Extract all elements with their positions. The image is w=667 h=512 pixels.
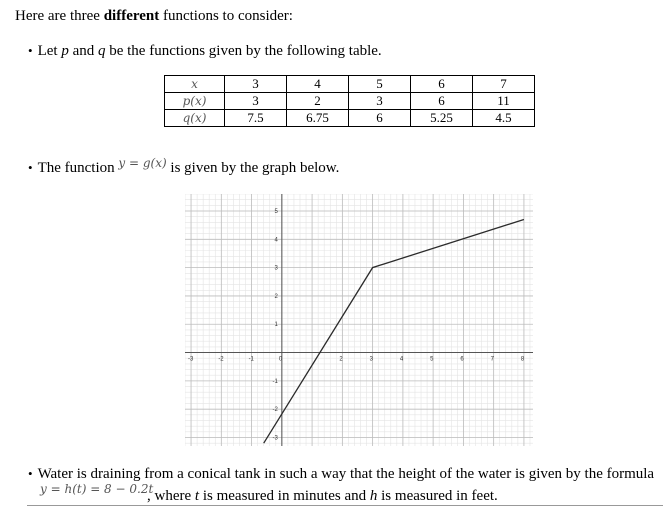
x-tick-label: 7 [490,356,495,363]
y-tick-label: -3 [272,435,278,442]
var-h: h [369,488,378,504]
x-tick-label: -3 [188,356,194,363]
graph-g [185,194,533,446]
table-cell: 5.25 [411,110,473,127]
table-cell: 6 [411,76,473,93]
table-cell: 3 [225,76,287,93]
bullet-dot: • [28,43,33,58]
x-tick-label: 5 [430,356,434,363]
table-cell: 6 [411,93,473,110]
var-q: q [97,43,106,59]
intro-emphasis: different [103,8,160,24]
table-cell: 3 [225,93,287,110]
table-cell: 6 [349,110,411,127]
table-cell: 11 [473,93,535,110]
y-tick-label: 5 [274,208,278,215]
table-row-q [165,110,535,127]
table-cell: 4.5 [473,110,535,127]
table-cell: 2 [287,93,349,110]
bullet-h: • Water is draining from a conical tank in such a way that the height of the water is given by the formula [28,466,655,482]
var-t: t [194,488,200,504]
x-tick-label: 8 [520,356,525,363]
table-cell: 4 [287,76,349,93]
row-label-q: q(x) [165,110,225,127]
formula-h: y = h(t) = 8 − 0.2t [40,482,154,496]
y-tick-label: 2 [274,293,278,300]
divider [27,505,663,506]
x-tick-label: 4 [399,356,404,363]
bullet-dot: • [28,160,33,175]
table-cell: 6.75 [287,110,349,127]
x-tick-label: 0 [278,356,283,363]
table-cell: 7 [473,76,535,93]
function-table [164,75,535,127]
bullet-p-q: • Let p and q be the functions given by the following table. [28,43,382,59]
formula-g: y = g(x) [118,156,167,170]
x-tick-label: 2 [339,356,343,363]
table-row-x [165,76,535,93]
row-label-x: x [165,76,225,93]
y-tick-label: 1 [274,322,278,329]
series-line-g [264,220,524,444]
bullet-g: • The function $^{y = g(x)}$ is given by the graph below. [28,156,340,176]
table-cell: 7.5 [225,110,287,127]
var-p: p [61,43,69,59]
y-tick-label: 3 [274,265,278,272]
intro-text: Here are three different functions to consider: [15,8,293,24]
x-tick-label: 3 [369,356,373,363]
bullet-dot: • [28,466,33,481]
y-tick-label: -2 [272,407,278,414]
y-tick-label: 4 [274,237,278,244]
x-tick-label: -1 [248,356,254,363]
row-label-p: p(x) [165,93,225,110]
table-row-p [165,93,535,110]
x-tick-label: 6 [460,356,464,363]
x-tick-label: -2 [218,356,224,363]
table-cell: 3 [349,93,411,110]
y-tick-label: -1 [272,378,278,385]
table-cell: 5 [349,76,411,93]
bullet-h-line2: , where t is measured in minutes and h is measured in feet. [147,488,498,504]
